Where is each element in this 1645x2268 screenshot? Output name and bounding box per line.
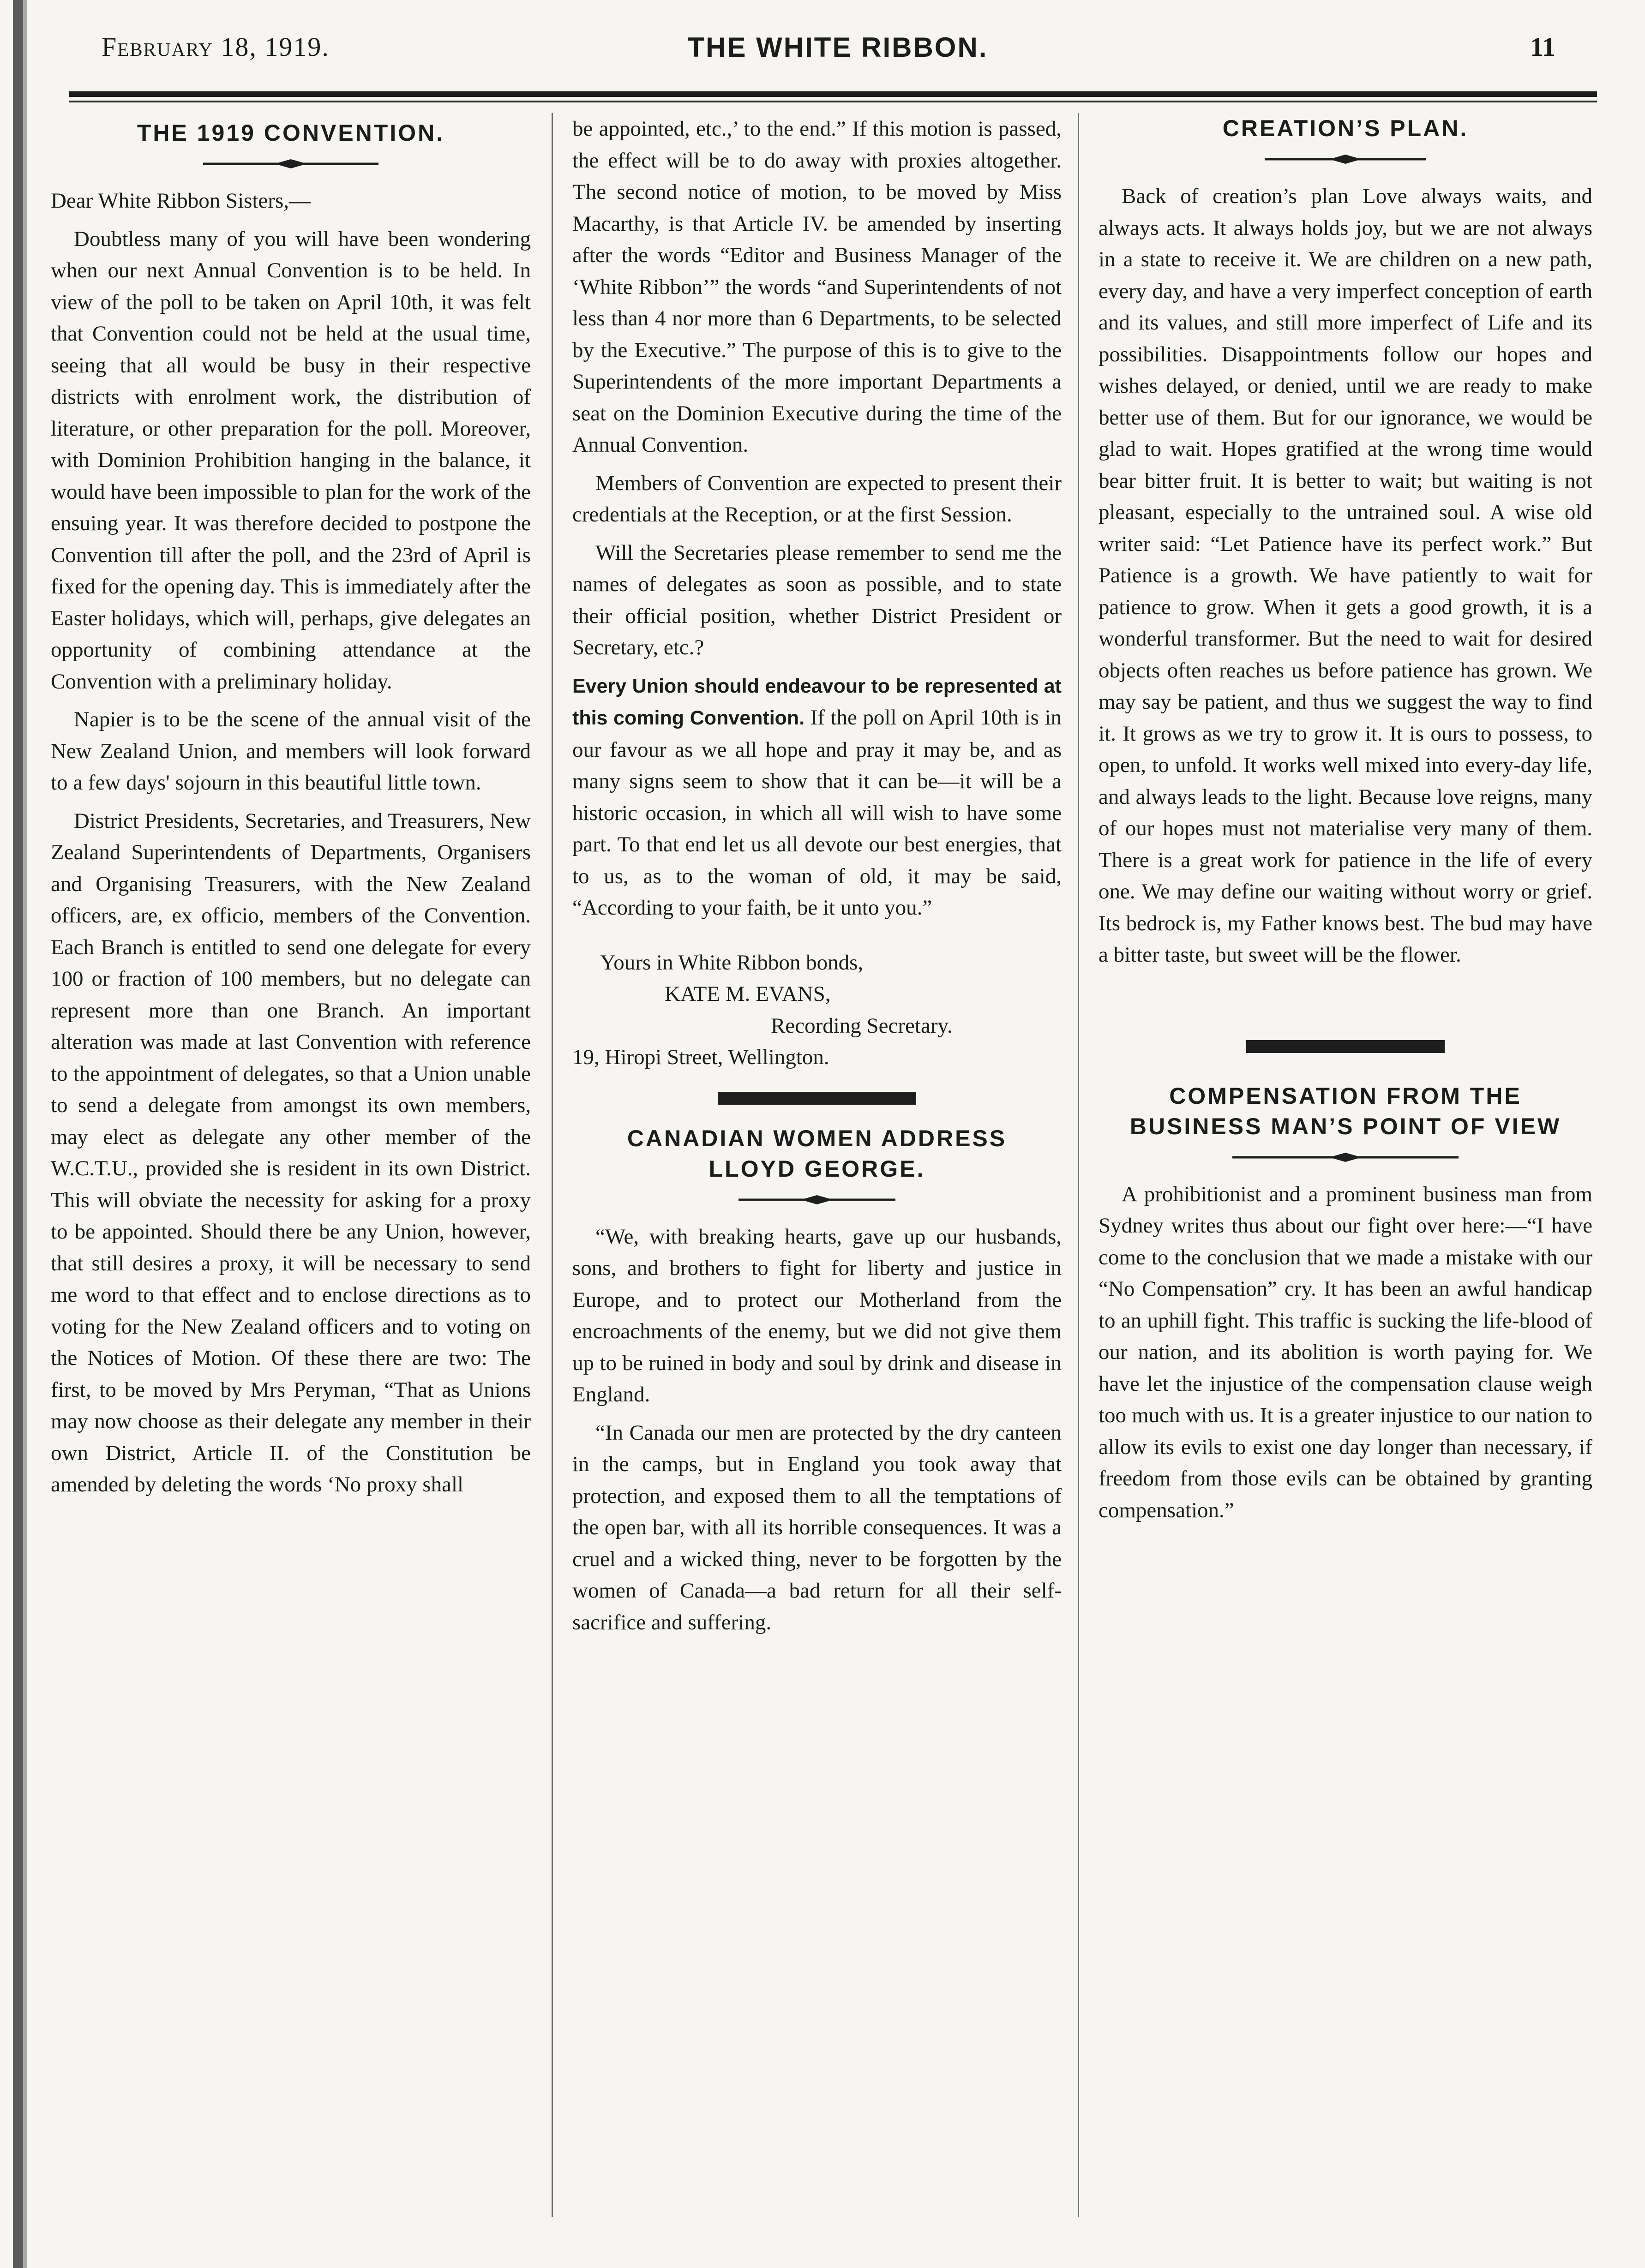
binding-edge xyxy=(13,0,23,2268)
headline-line-2: BUSINESS MAN’S POINT OF VIEW xyxy=(1129,1113,1561,1139)
column-rule-left xyxy=(552,113,553,2217)
convention-paragraph: District Presidents, Secretaries, and Treasurers, New Zealand Superintendents of Departments, Organisers and Organising Treasurers, with the New Zealand officers, are, ex officio, members of the Convention. Each Branch is entitled to send one delegate for every 100 or fraction of 100 members, but no delegate can represent more than one Branch. An important alteration was made at last Convention with reference to the appointment of delegates, so that a Union unable to send a delegate from amongst its own members, may elect as delegate any other member of the W.C.T.U., provided she is resident in its own District. This will obviate the necessity for asking for a proxy to be appointed. Should there be any Union, however, that still desires a proxy, it will be necessary to send me word to that effect and to enclose directions as to voting for the New Zealand officers and to voting on the Notices of Motion. Of these there are two: The first, to be moved by Mrs Peryman, “That as Unions may now choose as their delegate any member in their own District, Article II. of the Constitution be amended by deleting the words ‘No proxy shall xyxy=(51,808,531,1496)
canadian-women-headline xyxy=(572,1123,1062,1184)
ornament-divider xyxy=(1099,1152,1592,1163)
convention-continuation: be appointed, etc.,’ to the end.” If this motion is passed, the effect will be to do away with proxies altogether. The second notice of motion, to be moved by Miss Macarthy, is that Article IV. be amended by inserting after the words “Editor and Business Manager of the ‘White Ribbon’” the words “and Superintendents of not less than 4 nor more than 6 Departments, to be selected by the Executive.” The purpose of this is to give to the Superintendents of the more important Departments a seat on the Dominion Executive during the time of the Annual Convention. xyxy=(572,117,1062,457)
section-divider-bar xyxy=(718,1092,916,1105)
convention-paragraph: Members of Convention are expected to present their credentials at the Reception, or at the first Session. xyxy=(572,471,1062,527)
headline-line-2: LLOYD GEORGE. xyxy=(708,1155,925,1182)
header-rule-thin xyxy=(69,101,1597,102)
canadian-paragraph: “In Canada our men are protected by the dry canteen in the camps, but in England you took away that protection, and exposed them to all the temptations of the open bar, with all its horrible consequences. It was a cruel and a wicked thing, never to be forgotten by the women of Canada—a bad return for all their self-sacrifice and suffering. xyxy=(572,1420,1062,1634)
convention-paragraph: Will the Secretaries please remember to send me the names of delegates as soon as possible, and to state their official position, whether District President or Secretary, etc.? xyxy=(572,540,1062,659)
header-rule-thick xyxy=(69,91,1597,97)
issue-date: February 18, 1919. xyxy=(102,32,330,62)
compensation-paragraph: A prohibitionist and a prominent business man from Sydney writes thus about our fight over here:—“I have come to the conclusion that we made a mistake with our “No Compensation” cry. It has been an awful handicap to an uphill fight. This traffic is sucking the life-blood of our nation, and its abolition is worth paying for. We have let the injustice of the compensation clause weigh too much with us. It is a greater injustice to our nation to allow its evils to exist one day longer than necessary, if freedom from those evils can be obtained by granting compensation.” xyxy=(1099,1182,1592,1522)
signature-closing: Yours in White Ribbon bonds, xyxy=(600,950,864,975)
ornament-divider xyxy=(51,158,531,169)
column-3 xyxy=(1099,113,1592,2217)
bold-lead-text: Every Union should endeavour to be represented at this coming Convention. xyxy=(572,675,1062,729)
binding-shadow xyxy=(23,0,27,2268)
convention-paragraph: Napier is to be the scene of the annual visit of the New Zealand Union, and members will look forward to a few days' sojourn in this beautiful little town. xyxy=(51,707,531,795)
ornament-divider xyxy=(1099,154,1592,165)
signature-address: 19, Hiropi Street, Wellington. xyxy=(572,1045,829,1069)
convention-headline: THE 1919 CONVENTION. xyxy=(137,120,445,146)
page-header xyxy=(102,31,1574,68)
page-number: 11 xyxy=(1530,32,1555,62)
headline-line-1: CANADIAN WOMEN ADDRESS xyxy=(627,1125,1007,1151)
ornament-divider xyxy=(572,1194,1062,1205)
creations-plan-headline: CREATION’S PLAN. xyxy=(1222,115,1469,141)
signature-role: Recording Secretary. xyxy=(771,1013,953,1038)
convention-paragraph: Doubtless many of you will have been wondering when our next Annual Convention is to be held. In view of the poll to be taken on April 10th, it was felt that Convention could not be held at the usual time, seeing that all would be busy in their respective districts with enrolment work, the distribution of literature, or other preparation for the poll. Moreover, with Dominion Prohibition hanging in the balance, it would have been impossible to plan for the work of the ensuing year. It was therefore decided to postpone the Convention till after the poll, and the 23rd of April is fixed for the opening day. This is immediately after the Easter holidays, which will, perhaps, give delegates an opportunity of combining attendance at the Convention with a preliminary holiday. xyxy=(51,227,531,694)
signature-name: KATE M. EVANS, xyxy=(665,982,831,1006)
canadian-paragraph: “We, with breaking hearts, gave up our husbands, sons, and brothers to fight for liberty and justice in Europe, and to protect our Motherland from the encroachments of the enemy, but we did not give them up to be ruined in body and soul by drink and disease in England. xyxy=(572,1224,1062,1406)
column-1 xyxy=(51,113,531,2217)
creation-paragraph: Back of creation’s plan Love always waits, and always acts. It always holds joy, but we are not always in a state to receive it. We are children on a new path, every day, and have a very imperfect conception of earth and its values, and still more imperfect of Life and its possibilities. Disappointments follow our hopes and wishes delayed, or denied, until we are ready to make better use of them. But for our ignorance, we would be glad to wait. Hopes gratified at the wrong time would bear bitter fruit. It is better to wait; but waiting is not pleasant, especially to the untrained soul. A wise old writer said: “Let Patience have its perfect work.” But Patience is a growth. We have patiently to wait for patience to grow. When it gets a good growth, it is a wonderful transformer. But the need to wait for desired objects often reaches us before patience has grown. We may say be patient, and thus we suggest the way to find it. It grows as we try to grow it. It is ours to possess, to open, to unfold. It works well mixed into every-day life, and always leads to the light. Because love reigns, many of our hopes must not materialise very many of them. There is a great work for patience in the life of every one. We may define our waiting without worry or grief. Its bedrock is, my Father knows best. The bud may have a bitter taste, but sweet will be the flower. xyxy=(1099,184,1592,967)
column-rule-right xyxy=(1078,113,1079,2217)
salutation: Dear White Ribbon Sisters,— xyxy=(51,189,311,213)
compensation-headline xyxy=(1099,1081,1592,1142)
column-2 xyxy=(572,113,1062,2217)
section-divider-bar xyxy=(1246,1040,1445,1053)
masthead-title: THE WHITE RIBBON. xyxy=(687,32,988,63)
headline-line-1: COMPENSATION FROM THE xyxy=(1169,1083,1522,1109)
closing-text: If the poll on April 10th is in our favour as we all hope and pray it may be, and as many signs seem to show that it can be—it will be a historic occasion, in which all will wish to have some part. To that end let us all devote our best energies, that to us, as to the woman of old, it may be said, “According to your faith, be it unto you.” xyxy=(572,706,1062,920)
convention-closing-paragraph xyxy=(572,670,1062,924)
